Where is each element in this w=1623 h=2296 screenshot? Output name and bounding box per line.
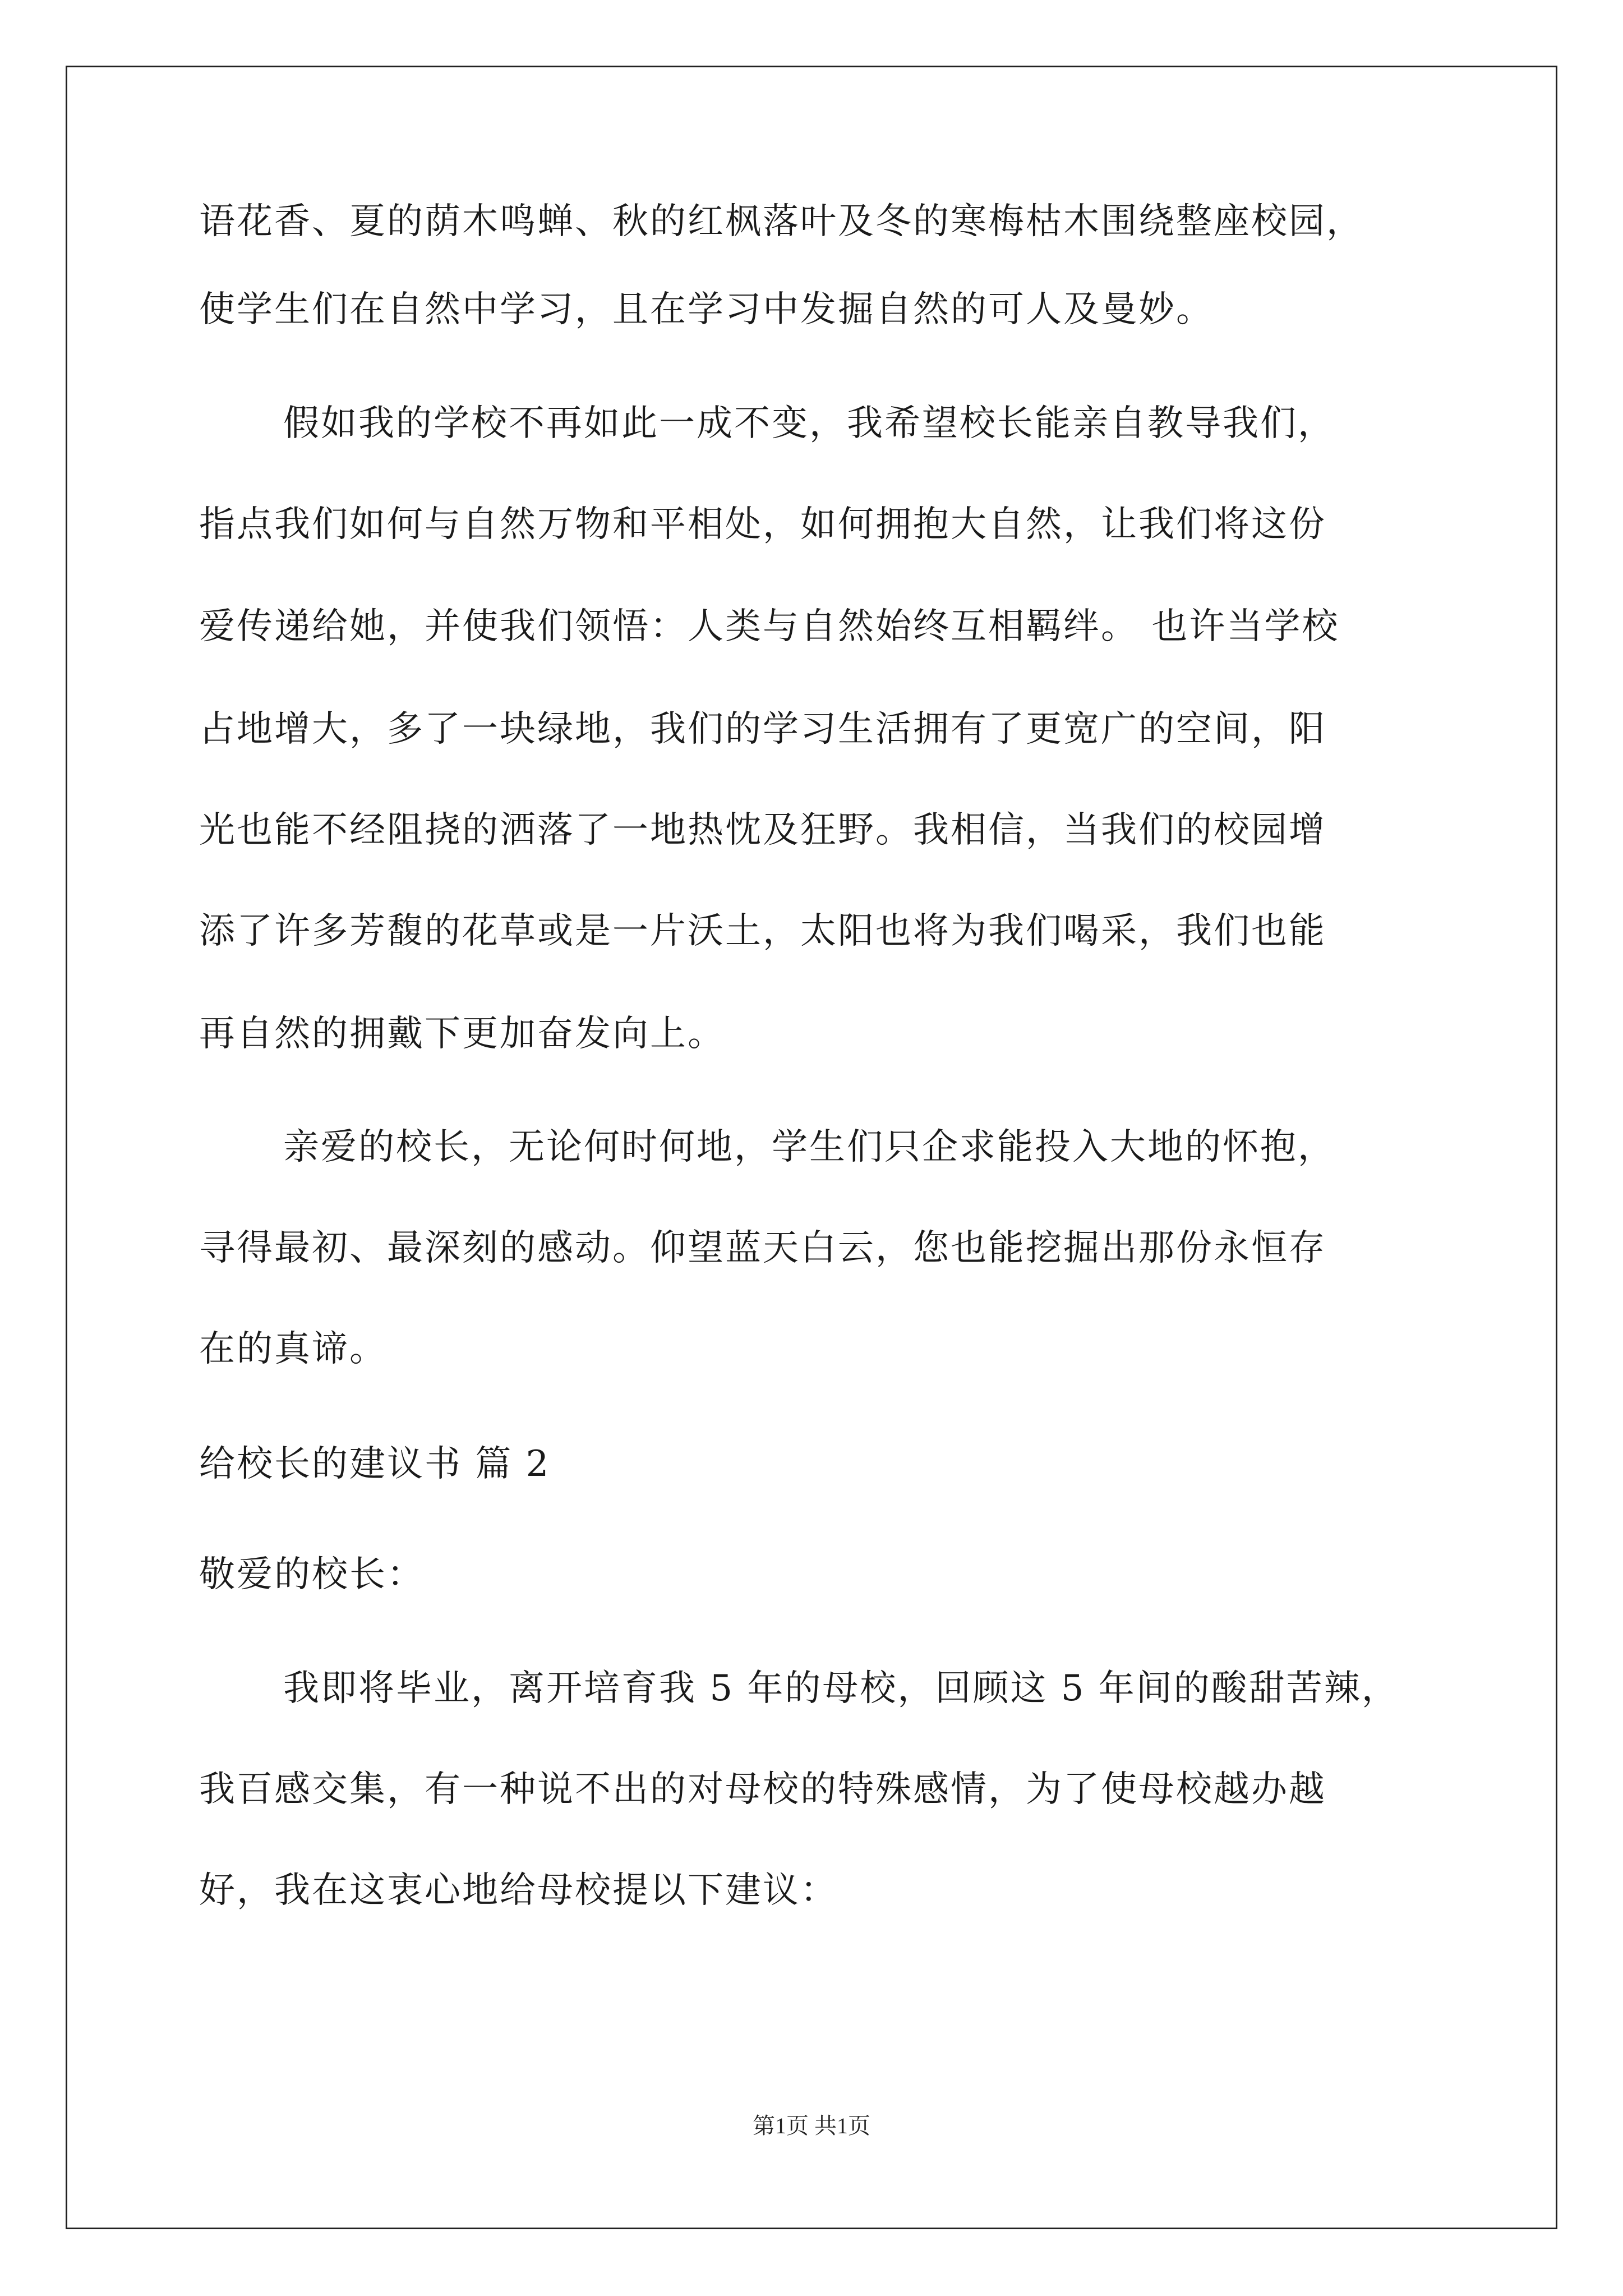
paragraph-line: 再自然的拥戴下更加奋发向上。 <box>199 1013 725 1055</box>
section-heading: 给校长的建议书 篇 2 <box>199 1443 551 1485</box>
paragraph-line: 好，我在这衷心地给母校提以下建议： <box>199 1870 838 1911</box>
paragraph-line: 爱传递给她，并使我们领悟：人类与自然始终互相羁绊。 也许当学校 <box>199 606 1340 647</box>
paragraph-line: 语花香、夏的荫木鸣蝉、秋的红枫落叶及冬的寒梅枯木围绕整座校园， <box>199 201 1364 242</box>
paragraph-line: 假如我的学校不再如此一成不变，我希望校长能亲自教导我们， <box>283 403 1335 444</box>
paragraph-line: 指点我们如何与自然万物和平相处，如何拥抱大自然，让我们将这份 <box>199 504 1326 545</box>
paragraph-line: 我百感交集，有一种说不出的对母校的特殊感情，为了使母校越办越 <box>199 1769 1326 1810</box>
salutation: 敬爱的校长： <box>199 1554 425 1595</box>
paragraph-line: 占地增大，多了一块绿地，我们的学习生活拥有了更宽广的空间，阳 <box>199 708 1326 750</box>
paragraph-line: 添了许多芳馥的花草或是一片沃土，太阳也将为我们喝采，我们也能 <box>199 910 1326 952</box>
paragraph-line: 亲爱的校长，无论何时何地，学生们只企求能投入大地的怀抱， <box>283 1126 1335 1168</box>
page-number-footer: 第1页 共1页 <box>753 2113 870 2138</box>
paragraph-line: 寻得最初、最深刻的感动。仰望蓝天白云，您也能挖掘出那份永恒存 <box>199 1227 1326 1269</box>
paragraph-line: 光也能不经阻挠的洒落了一地热忱及狂野。我相信，当我们的校园增 <box>199 809 1326 851</box>
paragraph-line: 我即将毕业，离开培育我 5 年的母校，回顾这 5 年间的酸甜苦辣， <box>283 1668 1399 1709</box>
paragraph-line: 使学生们在自然中学习，且在学习中发掘自然的可人及曼妙。 <box>199 289 1214 330</box>
paragraph-line: 在的真谛。 <box>199 1328 387 1370</box>
